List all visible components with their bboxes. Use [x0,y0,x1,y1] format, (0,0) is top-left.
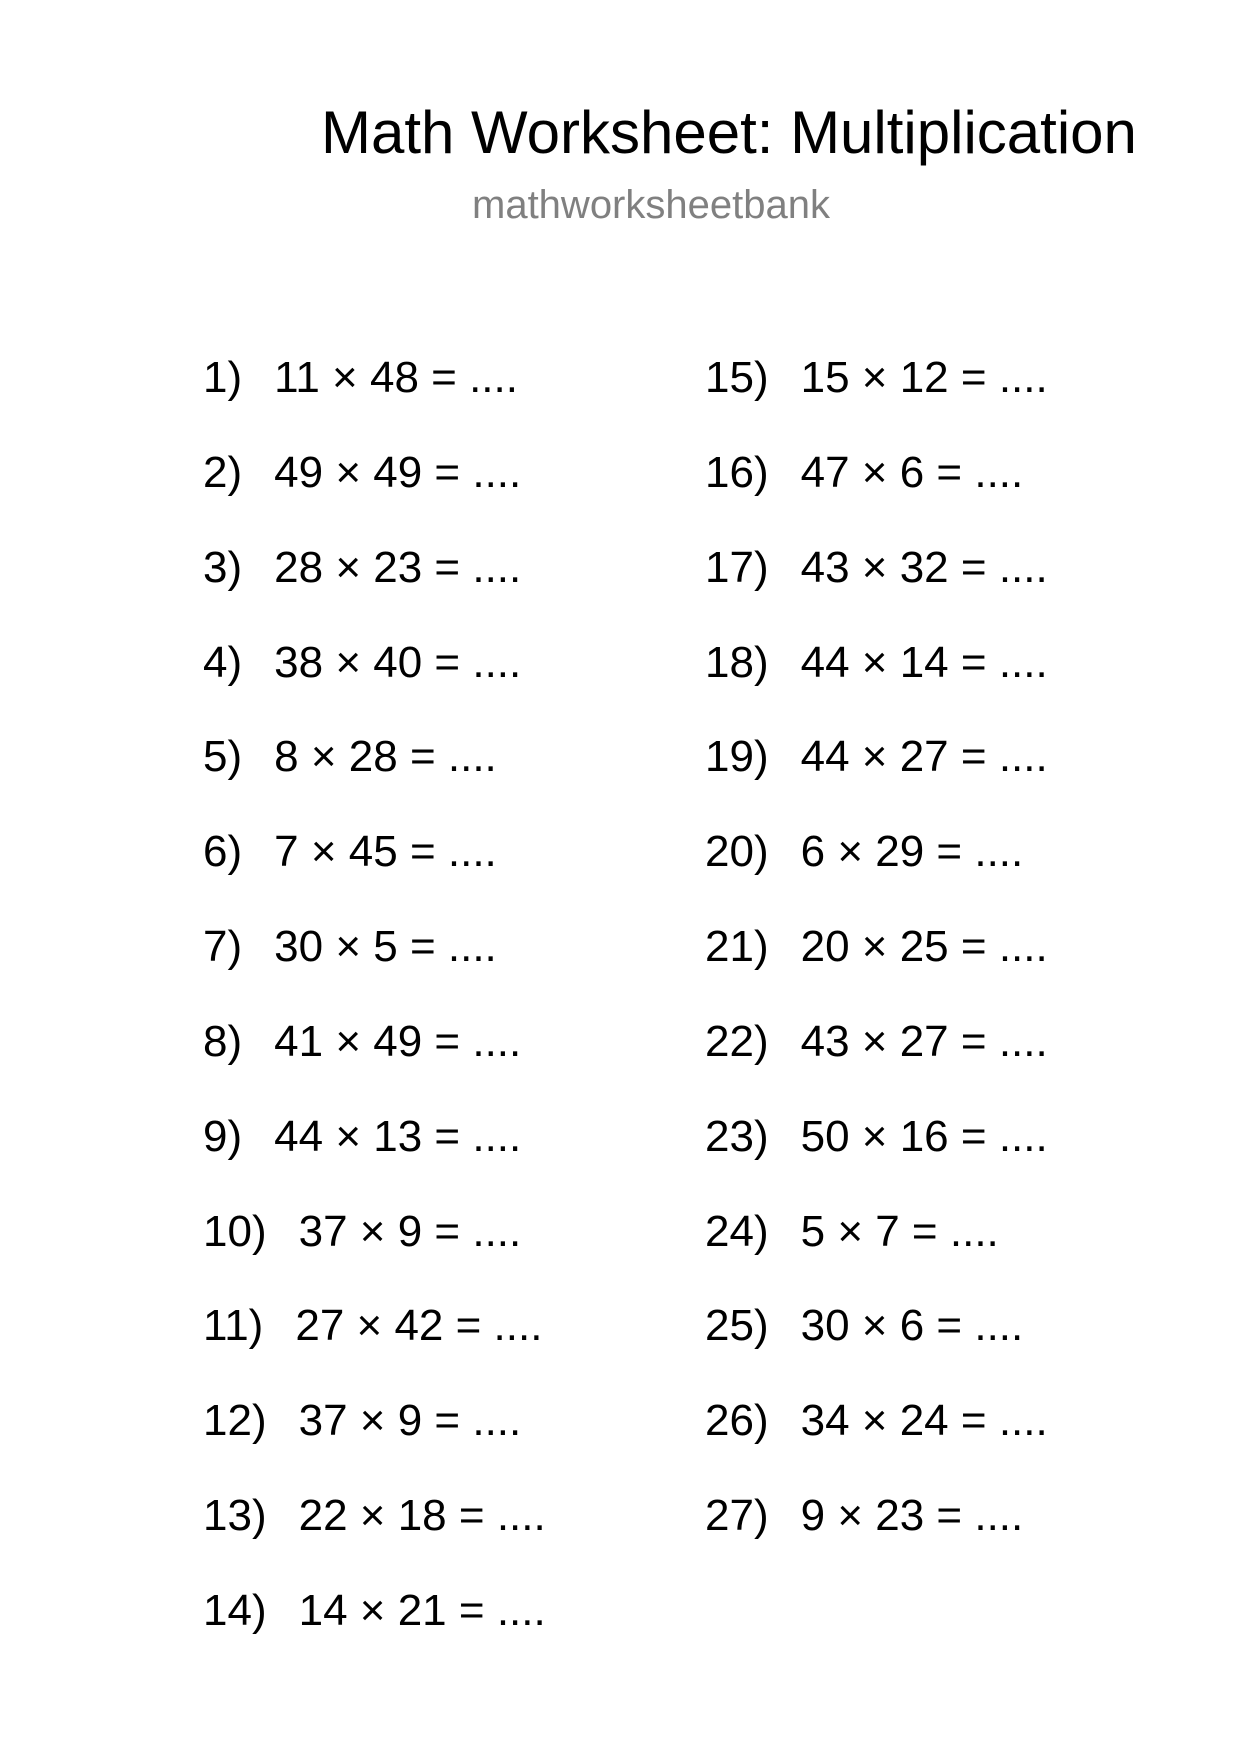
problem-expression: 14 × 21 = [298,1585,485,1635]
problem-expression: 44 × 27 = [800,732,987,782]
problem-item [203,1300,546,1395]
answer-blank: .... [447,732,497,782]
problem-number: 14) [203,1585,267,1635]
problem-number: 3) [203,542,243,592]
problem-expression: 43 × 27 = [800,1016,987,1066]
answer-blank: .... [472,1111,522,1161]
problem-expression: 27 × 42 = [295,1301,482,1351]
problem-number: 23) [705,1111,769,1161]
problem-expression: 50 × 16 = [800,1111,987,1161]
problem-number: 22) [705,1016,769,1066]
problem-item [705,637,1048,732]
answer-blank: .... [974,827,1024,877]
answer-blank: .... [998,1016,1048,1066]
answer-blank: .... [998,732,1048,782]
problem-item [203,826,546,921]
answer-blank: .... [998,1396,1048,1446]
problem-number: 8) [203,1016,243,1066]
problem-expression: 43 × 32 = [800,542,987,592]
problem-expression: 44 × 13 = [274,1111,461,1161]
problem-item [705,1395,1048,1490]
problem-number: 6) [203,827,243,877]
problem-item [705,542,1048,637]
answer-blank: .... [998,542,1048,592]
problem-expression: 5 × 7 = [800,1206,938,1256]
problem-number: 26) [705,1396,769,1446]
worksheet-subtitle: mathworksheetbank [472,183,830,227]
problem-expression: 37 × 9 = [298,1396,461,1446]
problem-number: 4) [203,637,243,687]
answer-blank: .... [493,1301,543,1351]
problem-expression: 8 × 28 = [274,732,436,782]
answer-blank: .... [447,827,497,877]
problem-number: 2) [203,447,243,497]
problem-expression: 41 × 49 = [274,1016,461,1066]
problem-item [203,921,546,1016]
problem-number: 10) [203,1206,267,1256]
worksheet-title: Math Worksheet: Multiplication [321,99,1137,166]
answer-blank: .... [998,637,1048,687]
problem-number: 21) [705,922,769,972]
answer-blank: .... [472,447,522,497]
problem-item [705,1490,1048,1585]
problem-number: 20) [705,827,769,877]
answer-blank: .... [496,1491,546,1541]
answer-blank: .... [974,1491,1024,1541]
problem-column-left [203,352,546,1680]
answer-blank: .... [998,353,1048,402]
problem-item [203,1395,546,1490]
problem-number: 5) [203,732,243,782]
problem-column-right [705,352,1048,1585]
answer-blank: .... [472,1016,522,1066]
problem-expression: 30 × 6 = [800,1301,963,1351]
problem-expression: 11 × 48 = [274,353,457,402]
problem-expression: 34 × 24 = [800,1396,987,1446]
problem-expression: 47 × 6 = [800,447,963,497]
problem-expression: 38 × 40 = [274,637,461,687]
answer-blank: .... [472,1396,522,1446]
problem-number: 13) [203,1491,267,1541]
problem-expression: 6 × 29 = [800,827,963,877]
problem-number: 16) [705,447,769,497]
answer-blank: .... [472,637,522,687]
problem-expression: 22 × 18 = [298,1491,485,1541]
answer-blank: .... [949,1206,999,1256]
problem-item [705,921,1048,1016]
problem-number: 18) [705,637,769,687]
problem-number: 24) [705,1206,769,1256]
problem-expression: 49 × 49 = [274,447,461,497]
answer-blank: .... [974,1301,1024,1351]
problem-item [705,1206,1048,1301]
problem-expression: 30 × 5 = [274,922,436,972]
problem-item [203,1585,546,1680]
answer-blank: .... [472,1206,522,1256]
problem-number: 19) [705,732,769,782]
problem-item [203,731,546,826]
answer-blank: .... [998,1111,1048,1161]
problem-item [705,1016,1048,1111]
answer-blank: .... [974,447,1024,497]
problem-expression: 44 × 14 = [800,637,987,687]
problem-number: 11) [203,1301,264,1351]
problem-number: 9) [203,1111,243,1161]
problem-expression: 9 × 23 = [800,1491,963,1541]
problem-item [203,1111,546,1206]
answer-blank: .... [469,353,518,402]
problem-expression: 15 × 12 = [800,353,987,402]
problem-number: 12) [203,1396,267,1446]
problem-item [705,731,1048,826]
problem-expression: 7 × 45 = [274,827,436,877]
answer-blank: .... [472,542,522,592]
problem-number: 17) [705,542,769,592]
problem-item [203,542,546,637]
problem-item [705,826,1048,921]
problem-item [203,1206,546,1301]
problem-expression: 28 × 23 = [274,542,461,592]
problem-item [705,447,1048,542]
problem-expression: 20 × 25 = [800,922,987,972]
problem-item [203,352,546,447]
problem-item [203,1490,546,1585]
problem-item [705,1300,1048,1395]
problem-item [203,447,546,542]
problem-item [203,1016,546,1111]
problem-item [705,352,1048,447]
problem-item [705,1111,1048,1206]
problem-expression: 37 × 9 = [298,1206,461,1256]
problem-number: 27) [705,1491,769,1541]
problem-number: 7) [203,922,243,972]
answer-blank: .... [998,922,1048,972]
problem-number: 15) [705,353,769,402]
problem-number: 1) [203,353,243,402]
answer-blank: .... [496,1585,546,1635]
problem-number: 25) [705,1301,769,1351]
problem-item [203,637,546,732]
answer-blank: .... [447,922,497,972]
